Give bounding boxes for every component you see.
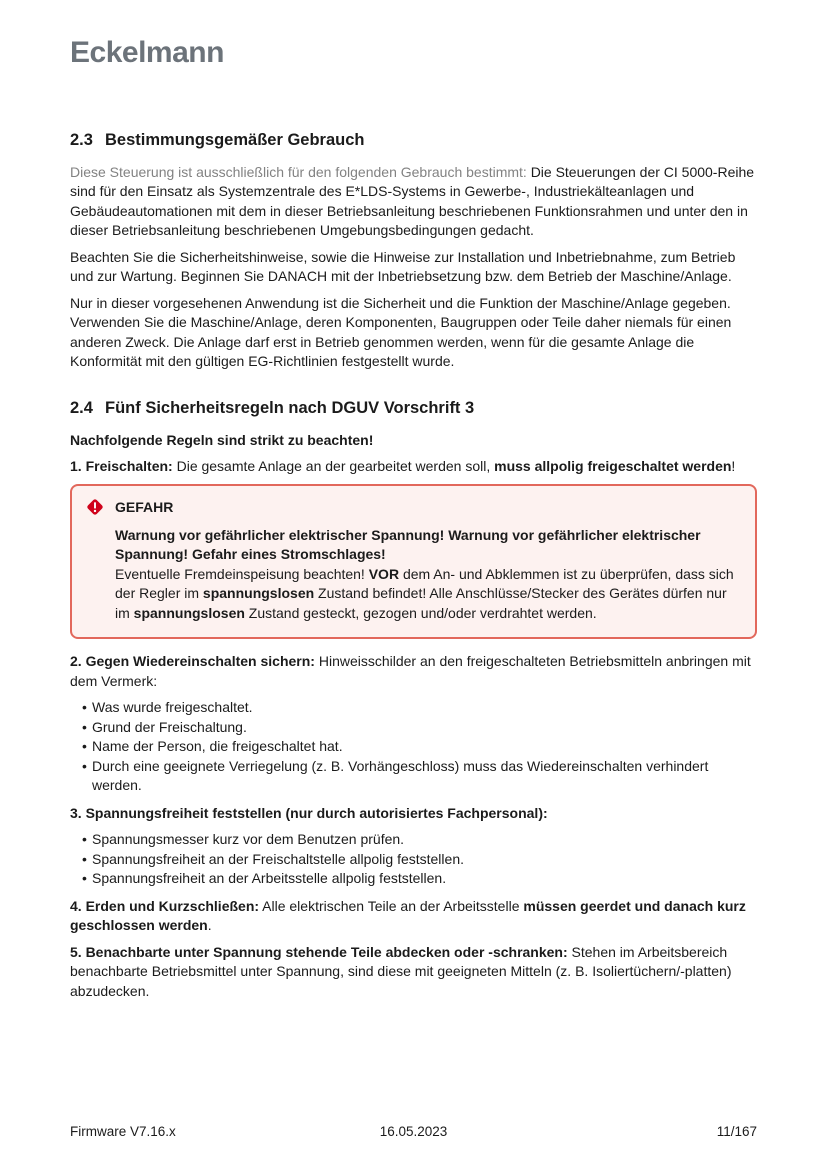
list-item	[82, 869, 757, 889]
rule-1-freischalten	[70, 457, 757, 477]
rule-5-label: 5. Benachbarte unter Spannung stehende Teile abdecken oder -schranken:	[70, 943, 568, 960]
paragraph-safety-notes: Beachten Sie die Sicherheitshinweise, sowie die Hinweise zur Installation und Inbetriebnahme, zum Betrieb und zur Wartung. Beginnen Sie DANACH mit der Inbetriebsetzung bzw. dem Betrieb der Maschine/Anlage.	[70, 248, 736, 285]
danger-seg: Eventuelle Fremdeinspeisung beachten!	[115, 565, 369, 582]
section-number: 2.3	[70, 131, 93, 149]
bullet-marker: •	[82, 831, 87, 848]
danger-seg: dem An- und Abklemmen ist zu überprüfen, dass sich der Regler im	[115, 565, 734, 602]
list-item-text: Was wurde freigeschaltet.	[92, 699, 253, 716]
rule-1-label: 1. Freischalten:	[70, 458, 173, 475]
rule-2-bullet-list	[70, 698, 757, 796]
rule-1-bold: muss allpolig freigeschaltet werden	[494, 458, 732, 475]
rule-2-label: 2. Gegen Wiedereinschalten sichern:	[70, 653, 315, 670]
rule-4-end: .	[207, 917, 212, 934]
bullet-marker: •	[82, 699, 87, 716]
danger-text	[115, 526, 735, 624]
bullet-marker: •	[82, 850, 87, 867]
bullet-marker: •	[82, 870, 87, 887]
rule-4-text: Alle elektrischen Teile an der Arbeitsstelle	[259, 897, 524, 914]
rule-2-text: Hinweisschilder an den freigeschalteten Betriebsmitteln anbringen mit dem Vermerk:	[70, 653, 751, 689]
paragraph-intro-gray: Diese Steuerung ist ausschließlich für den folgenden Gebrauch bestimmt:	[70, 163, 531, 180]
list-item-text: Durch eine geeignete Verriegelung (z. B. Vorhängeschloss) muss das Wiedereinschalten verhindert werden.	[92, 757, 709, 794]
danger-seg: Zustand gesteckt, gezogen und/oder verdrahtet werden.	[244, 604, 597, 621]
bullet-marker: •	[82, 757, 87, 774]
section-number: 2.4	[70, 398, 93, 417]
list-item	[82, 698, 757, 718]
rule-4-bold: müssen geerdet und danach kurz geschlossen werden	[70, 897, 746, 934]
page-footer	[70, 1124, 757, 1139]
danger-icon	[86, 498, 104, 516]
bullet-marker: •	[82, 718, 87, 735]
rules-intro: Nachfolgende Regeln sind strikt zu beachten!	[70, 431, 374, 448]
rule-3-spannungsfreiheit	[70, 804, 757, 824]
rule-1-text: Die gesamte Anlage an der gearbeitet werden soll,	[172, 458, 495, 475]
section-title: Bestimmungsgemäßer Gebrauch	[105, 131, 365, 149]
section-heading-2-3	[70, 131, 757, 150]
list-item	[82, 757, 757, 796]
paragraph-intended-use	[70, 163, 757, 241]
list-item-text: Spannungsmesser kurz vor dem Benutzen prüfen.	[92, 831, 405, 848]
list-item-text: Spannungsfreiheit an der Arbeitsstelle allpolig feststellen.	[92, 870, 447, 887]
rule-3-label: 3. Spannungsfreiheit feststellen (nur durch autorisiertes Fachpersonal):	[70, 804, 548, 821]
rule-5-text: Stehen im Arbeitsbereich benachbarte Betriebsmittel unter Spannung, sind diese mit geeigneten Mitteln (z. B. Isoliertüchern/-platten) abzudecken.	[70, 943, 732, 999]
list-item	[82, 830, 757, 850]
rule-4-label: 4. Erden und Kurzschließen:	[70, 897, 260, 914]
rule-1-end: !	[731, 458, 736, 475]
list-item-text: Grund der Freischaltung.	[92, 718, 247, 735]
danger-bold: spannungslosen	[202, 585, 315, 602]
danger-box	[70, 484, 757, 640]
company-logo: Eckelmann	[70, 36, 224, 69]
rule-5-benachbarte-teile	[70, 943, 757, 1002]
danger-seg: Zustand befindet! Alle Anschlüsse/Stecker des Gerätes dürfen nur im	[115, 585, 727, 621]
footer-firmware-version: Firmware V7.16.x	[70, 1124, 176, 1139]
danger-bold: spannungslosen	[133, 604, 245, 621]
rule-3-bullet-list	[70, 830, 757, 889]
list-item	[82, 737, 757, 757]
list-item-text: Name der Person, die freigeschaltet hat.	[92, 738, 343, 755]
section-heading-2-4	[70, 399, 757, 418]
danger-bold: VOR	[368, 565, 400, 582]
rule-2-wiedereinschalten	[70, 652, 757, 691]
section-title: Fünf Sicherheitsregeln nach DGUV Vorschrift 3	[105, 398, 475, 417]
list-item	[82, 718, 757, 738]
danger-title-row	[86, 498, 735, 516]
list-item	[82, 850, 757, 870]
rule-4-erden	[70, 897, 757, 936]
footer-date: 16.05.2023	[379, 1124, 448, 1139]
paragraph-intended-use-main: Die Steuerungen der CI 5000-Reihe sind für den Einsatz als Systemzentrale des E*LDS-Systems in Gewerbe-, Industriekälteanlagen und Gebäudeautomationen mit dem in dieser Betriebsanleitung beschriebenen Funktionsrahmen und unter den in dieser Betriebsanleitung beschriebenen Umgebungsbedingungen gedacht.	[70, 163, 755, 239]
bullet-marker: •	[82, 738, 87, 755]
paragraph-intended-application: Nur in dieser vorgesehenen Anwendung ist die Sicherheit und die Funktion der Maschine/Anlage gegeben. Verwenden Sie die Maschine/Anlage, deren Komponenten, Baugruppen oder Teile daher niemals für einen anderen Zweck. Die Anlage darf erst in Betrieb genommen werden, wenn für die gesamte Anlage die Konformität mit den gültigen EG-Richtlinien festgestellt wurde.	[70, 294, 732, 370]
list-item-text: Spannungsfreiheit an der Freischaltstelle allpolig feststellen.	[92, 850, 464, 867]
danger-title: GEFAHR	[115, 498, 174, 515]
footer-page-number: 11/167	[716, 1124, 757, 1139]
danger-warning-bold: Warnung vor gefährlicher elektrischer Spannung! Warnung vor gefährlicher elektrischer Spannung! Gefahr eines Stromschlages!	[115, 526, 701, 563]
